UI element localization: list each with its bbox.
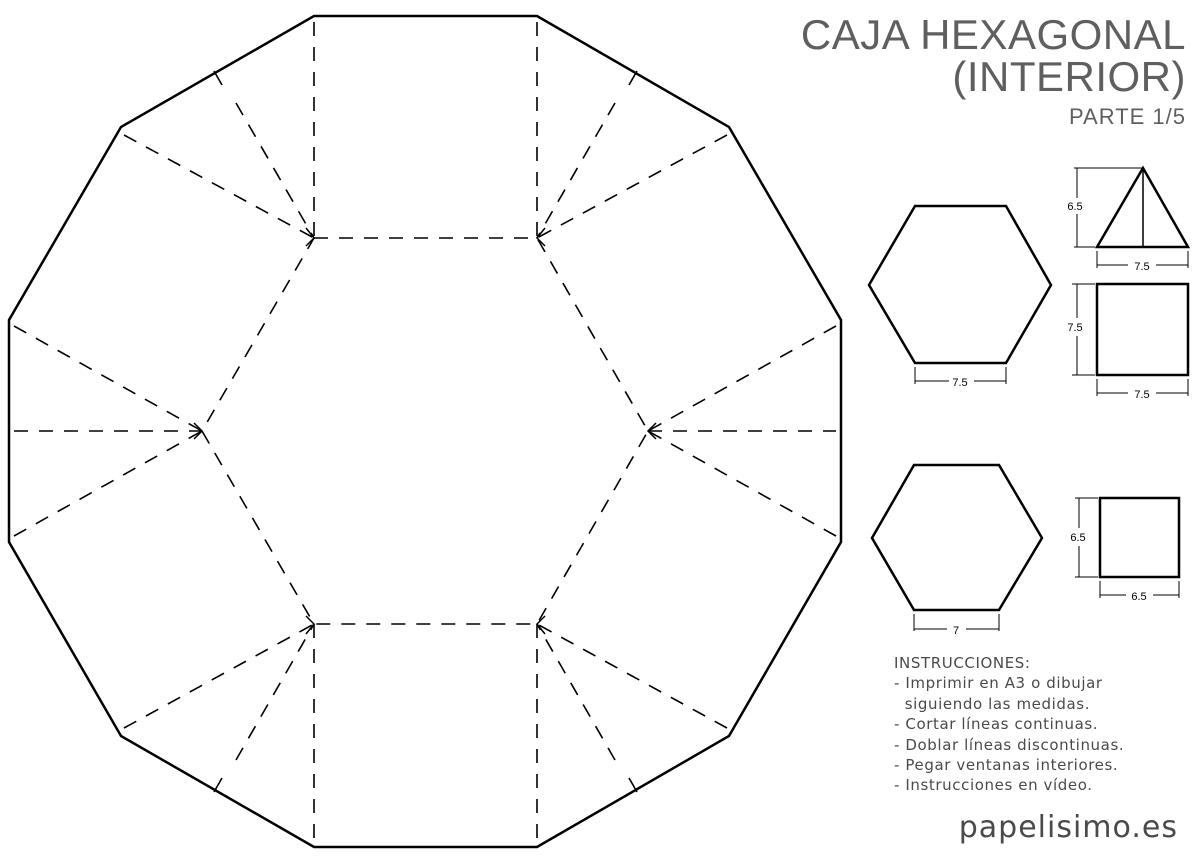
instruction-item: siguiendo las medidas.	[894, 694, 1091, 713]
instruction-item: - Instrucciones en vídeo.	[894, 776, 1093, 795]
part-label: PARTE 1/5	[1068, 104, 1186, 129]
triangle-piece	[1067, 168, 1188, 273]
center-hexagon-fold	[202, 238, 648, 624]
square-large-piece	[1067, 284, 1188, 401]
square-large-width-dimension: 7.5	[1134, 389, 1150, 401]
square-small-piece	[1070, 498, 1179, 603]
square-small-width-dimension: 6.5	[1131, 591, 1147, 603]
instructions-heading: INSTRUCCIONES:	[894, 654, 1031, 672]
website-label: papelisimo.es	[958, 810, 1178, 845]
instructions-block	[894, 653, 1124, 796]
instruction-item: - Cortar líneas continuas.	[894, 715, 1099, 734]
outline-ticks	[214, 71, 637, 792]
instruction-item: - Imprimir en A3 o dibujar	[894, 674, 1103, 693]
triangle-base-dimension: 7.5	[1134, 261, 1150, 273]
title-line-1: CAJA HEXAGONAL	[800, 11, 1186, 58]
title-line-2: (INTERIOR)	[952, 53, 1186, 100]
instruction-item: - Pegar ventanas interiores.	[894, 756, 1119, 775]
hexagon-small-dimension: 7	[952, 625, 960, 637]
hexagon-large-dimension: 7.5	[952, 377, 968, 389]
triangle-height-dimension: 6.5	[1067, 201, 1083, 213]
square-large-height-dimension: 7.5	[1067, 322, 1083, 334]
vertex-markers	[194, 228, 656, 634]
hexagon-small-piece	[872, 465, 1042, 637]
fold-lines	[14, 22, 836, 842]
square-small-height-dimension: 6.5	[1070, 532, 1086, 544]
instruction-item: - Doblar líneas discontinuas.	[894, 735, 1125, 754]
hexagon-large-piece	[869, 206, 1051, 389]
